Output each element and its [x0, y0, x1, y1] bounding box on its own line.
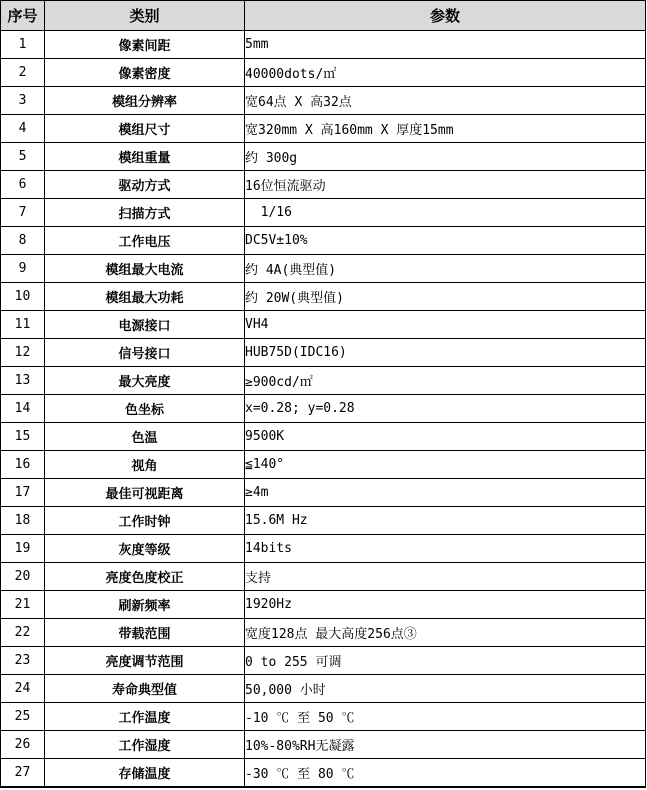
- category-cell: 像素密度: [45, 59, 245, 87]
- table-row: [1, 171, 646, 199]
- col-header-category: 类别: [45, 1, 245, 31]
- category-cell: 工作时钟: [45, 507, 245, 535]
- category-cell: 亮度调节范围: [45, 647, 245, 675]
- parameter-cell: 14bits: [245, 535, 646, 563]
- table-row: [1, 59, 646, 87]
- category-cell: 存储温度: [45, 759, 245, 788]
- row-number: 19: [1, 535, 45, 563]
- parameter-cell: 1920Hz: [245, 591, 646, 619]
- table-row: [1, 255, 646, 283]
- category-cell: 色温: [45, 423, 245, 451]
- table-row: [1, 535, 646, 563]
- parameter-cell: ≥4m: [245, 479, 646, 507]
- category-cell: 刷新频率: [45, 591, 245, 619]
- table-row: [1, 143, 646, 171]
- row-number: 22: [1, 619, 45, 647]
- parameter-cell: 50,000 小时: [245, 675, 646, 703]
- category-cell: 模组尺寸: [45, 115, 245, 143]
- parameter-cell: x=0.28; y=0.28: [245, 395, 646, 423]
- parameter-cell: 约 20W(典型值): [245, 283, 646, 311]
- table-row: [1, 311, 646, 339]
- row-number: 26: [1, 731, 45, 759]
- col-header-parameter: 参数: [245, 1, 646, 31]
- category-cell: 像素间距: [45, 31, 245, 59]
- parameter-cell: 10%-80%RH无凝露: [245, 731, 646, 759]
- table-row: [1, 591, 646, 619]
- table-row: [1, 87, 646, 115]
- category-cell: 灰度等级: [45, 535, 245, 563]
- category-cell: 工作电压: [45, 227, 245, 255]
- category-cell: 工作温度: [45, 703, 245, 731]
- category-cell: 信号接口: [45, 339, 245, 367]
- row-number: 27: [1, 759, 45, 788]
- category-cell: 视角: [45, 451, 245, 479]
- parameter-cell: 支持: [245, 563, 646, 591]
- parameter-cell: 约 4A(典型值): [245, 255, 646, 283]
- table-row: [1, 115, 646, 143]
- row-number: 1: [1, 31, 45, 59]
- table-row: [1, 451, 646, 479]
- row-number: 14: [1, 395, 45, 423]
- row-number: 18: [1, 507, 45, 535]
- parameter-cell: 宽320mm X 高160mm X 厚度15mm: [245, 115, 646, 143]
- row-number: 8: [1, 227, 45, 255]
- category-cell: 扫描方式: [45, 199, 245, 227]
- parameter-cell: 40000dots/㎡: [245, 59, 646, 87]
- row-number: 2: [1, 59, 45, 87]
- parameter-cell: 9500K: [245, 423, 646, 451]
- category-cell: 模组最大电流: [45, 255, 245, 283]
- parameter-cell: 宽64点 X 高32点: [245, 87, 646, 115]
- row-number: 5: [1, 143, 45, 171]
- parameter-cell: 1/16: [245, 199, 646, 227]
- category-cell: 色坐标: [45, 395, 245, 423]
- table-row: [1, 703, 646, 731]
- parameter-cell: ≥900cd/㎡: [245, 367, 646, 395]
- parameter-cell: VH4: [245, 311, 646, 339]
- parameter-cell: 15.6M Hz: [245, 507, 646, 535]
- category-cell: 最佳可视距离: [45, 479, 245, 507]
- category-cell: 模组分辨率: [45, 87, 245, 115]
- row-number: 15: [1, 423, 45, 451]
- row-number: 4: [1, 115, 45, 143]
- table-row: [1, 339, 646, 367]
- row-number: 12: [1, 339, 45, 367]
- table-row: [1, 563, 646, 591]
- parameter-cell: 约 300g: [245, 143, 646, 171]
- row-number: 9: [1, 255, 45, 283]
- col-header-number: 序号: [1, 1, 45, 31]
- header-row: [1, 1, 646, 31]
- category-cell: 电源接口: [45, 311, 245, 339]
- table-row: [1, 507, 646, 535]
- table-row: [1, 367, 646, 395]
- table-row: [1, 759, 646, 788]
- row-number: 10: [1, 283, 45, 311]
- row-number: 6: [1, 171, 45, 199]
- row-number: 20: [1, 563, 45, 591]
- table-row: [1, 227, 646, 255]
- parameter-cell: ≦140°: [245, 451, 646, 479]
- row-number: 7: [1, 199, 45, 227]
- table-row: [1, 395, 646, 423]
- parameter-cell: 5mm: [245, 31, 646, 59]
- row-number: 25: [1, 703, 45, 731]
- category-cell: 驱动方式: [45, 171, 245, 199]
- category-cell: 寿命典型值: [45, 675, 245, 703]
- table-row: [1, 731, 646, 759]
- parameter-cell: HUB75D(IDC16): [245, 339, 646, 367]
- table-row: [1, 619, 646, 647]
- row-number: 13: [1, 367, 45, 395]
- row-number: 16: [1, 451, 45, 479]
- table-row: [1, 479, 646, 507]
- table-row: [1, 283, 646, 311]
- category-cell: 模组最大功耗: [45, 283, 245, 311]
- parameter-cell: -30 ℃ 至 80 ℃: [245, 759, 646, 788]
- parameter-cell: DC5V±10%: [245, 227, 646, 255]
- row-number: 11: [1, 311, 45, 339]
- table-row: [1, 423, 646, 451]
- row-number: 23: [1, 647, 45, 675]
- parameter-cell: 宽度128点 最大高度256点③: [245, 619, 646, 647]
- category-cell: 最大亮度: [45, 367, 245, 395]
- row-number: 3: [1, 87, 45, 115]
- category-cell: 亮度色度校正: [45, 563, 245, 591]
- table-header: [1, 1, 646, 31]
- category-cell: 工作湿度: [45, 731, 245, 759]
- category-cell: 带载范围: [45, 619, 245, 647]
- parameter-cell: -10 ℃ 至 50 ℃: [245, 703, 646, 731]
- table-row: [1, 199, 646, 227]
- row-number: 21: [1, 591, 45, 619]
- parameter-cell: 16位恒流驱动: [245, 171, 646, 199]
- category-cell: 模组重量: [45, 143, 245, 171]
- table-row: [1, 647, 646, 675]
- row-number: 17: [1, 479, 45, 507]
- table-row: [1, 31, 646, 59]
- parameter-cell: 0 to 255 可调: [245, 647, 646, 675]
- row-number: 24: [1, 675, 45, 703]
- table-row: [1, 675, 646, 703]
- table-body: [1, 31, 646, 788]
